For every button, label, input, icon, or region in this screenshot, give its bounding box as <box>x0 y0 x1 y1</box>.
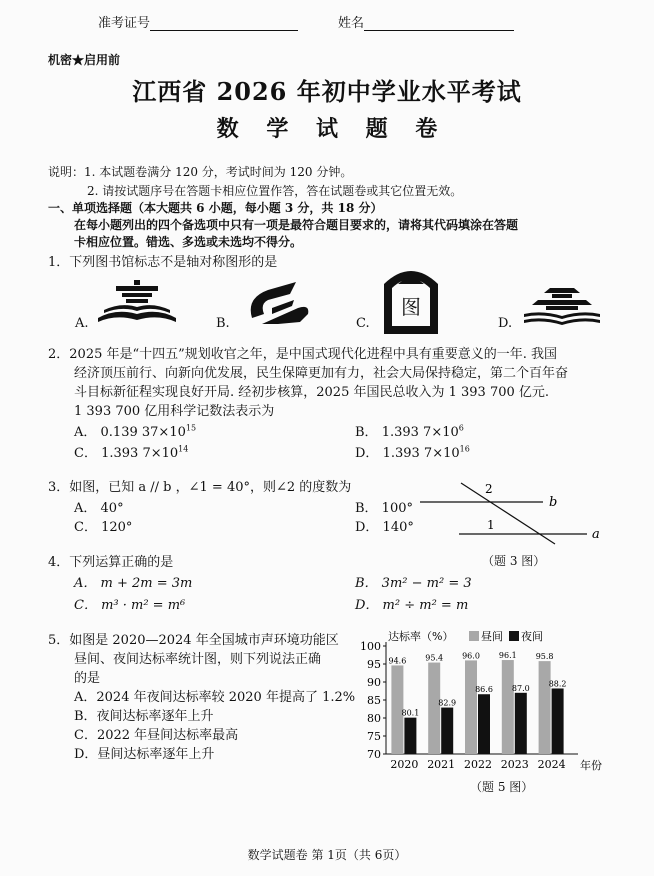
library-logo-b <box>238 278 316 328</box>
q2-c-label: C． <box>74 446 97 461</box>
q2-d-base: 1.393 7×10 <box>382 446 460 461</box>
q5-caption: （题 5 图） <box>470 780 534 794</box>
q4-option-c: C． m³ · m² = m⁶ <box>74 598 186 613</box>
q3-option-d: D． 140° <box>355 520 414 535</box>
name-blank <box>364 16 514 31</box>
q2-b-base: 1.393 7×10 <box>381 425 459 440</box>
bar-day <box>428 663 440 754</box>
q2-line-2: 经济顶压前行、向新向优发展，民生保障更加有力，社会大局保持稳定，第二个百年奋 <box>74 366 569 381</box>
y-tick-label: 70 <box>367 748 381 761</box>
bar-night <box>478 694 490 754</box>
bar-night <box>404 718 416 754</box>
q5-bar-chart <box>352 626 612 784</box>
angle-1-label: 1 <box>487 518 495 532</box>
q3-option-a: A． 40° <box>74 501 124 516</box>
q5-line-2: 昼间、夜间达标率统计图，则下列说法正确 <box>74 652 322 667</box>
x-tick-label: 2021 <box>427 758 456 771</box>
bar-day <box>502 660 514 754</box>
library-logo-c-char: 图 <box>401 295 421 319</box>
q2-option-b <box>355 421 464 440</box>
library-logo-d <box>522 284 602 328</box>
q2-option-a <box>74 421 196 440</box>
data-label: 82.9 <box>438 698 457 708</box>
q2-c-exp: 14 <box>178 444 189 454</box>
line-a-label: a <box>592 527 600 542</box>
data-label: 96.1 <box>498 651 517 661</box>
q3-caption: （题 3 图） <box>482 554 546 568</box>
q2-d-exp: 16 <box>459 444 470 454</box>
q5-line-3: 的是 <box>74 671 101 686</box>
angle-2-label: 2 <box>485 482 493 496</box>
bar-night <box>441 708 453 754</box>
q4-option-b: B． 3m² − m² = 3 <box>355 576 472 591</box>
legend-label-night: 夜间 <box>521 630 543 643</box>
q1-options <box>48 264 618 336</box>
q2-line-3: 斗目标新征程实现良好开局. 经初步核算，2025 年国民总收入为 1 393 700 亿元. <box>74 385 550 400</box>
x-tick-label: 2024 <box>537 758 566 771</box>
q1-label-d: D. <box>498 316 513 331</box>
bar-day <box>539 661 551 754</box>
x-tick-label: 2023 <box>500 758 529 771</box>
data-label: 88.2 <box>548 679 567 689</box>
q1-stem: 1．下列图书馆标志不是轴对称图形的是 <box>48 255 278 270</box>
y-tick-label: 95 <box>367 658 381 671</box>
q4-option-d: D． m² ÷ m² = m <box>355 598 469 613</box>
q5-option-a: A．2024 年夜间达标率较 2020 年提高了 1.2% <box>74 690 356 705</box>
q2-a-label: A． <box>74 425 97 440</box>
q3-figure <box>415 478 605 548</box>
chart-x-label: 年份 <box>580 759 602 772</box>
library-logo-c <box>378 264 444 336</box>
page-footer: 数学试题卷 第 1页（共 6页） <box>247 848 407 862</box>
q2-a-exp: 15 <box>185 423 197 433</box>
legend-label-day: 昼间 <box>481 630 503 643</box>
q3-option-b: B． 100° <box>355 501 413 516</box>
q5-option-d: D．昼间达标率逐年上升 <box>74 747 215 762</box>
name-label: 姓名 <box>338 16 365 31</box>
data-label: 95.8 <box>535 652 554 662</box>
q5-option-b: B．夜间达标率逐年上升 <box>74 709 214 724</box>
q2-line-1: 2．2025 年是“十四五”规划收官之年，是中国式现代化进程中具有重要意义的一年. 我国 <box>48 347 558 362</box>
data-label: 87.0 <box>511 683 530 693</box>
section-instruction-2: 卡相应位置。错选、多选或未选均不得分。 <box>74 235 303 249</box>
section-instruction-1: 在每小题列出的四个备选项中只有一项是最符合题目要求的，请将其代码填涂在答题 <box>74 218 519 232</box>
y-tick-label: 85 <box>367 694 381 707</box>
bar-night <box>515 693 527 754</box>
q2-line-4: 1 393 700 亿用科学记数法表示为 <box>74 404 275 419</box>
exam-title: 江西省 2026 年初中学业水平考试 <box>132 77 522 106</box>
confidential-mark: 机密★启用前 <box>48 53 121 67</box>
x-tick-label: 2020 <box>390 758 419 771</box>
line-b-label: b <box>549 495 558 510</box>
name-field <box>338 12 514 31</box>
note-2: 2. 请按试题序号在答题卡相应位置作答，答在试题卷或其它位置无效。 <box>87 184 463 198</box>
q2-option-d <box>355 442 470 461</box>
q2-b-label: B． <box>355 425 378 440</box>
q4-stem: 4．下列运算正确的是 <box>48 555 174 570</box>
exam-id-blank <box>150 16 298 31</box>
q3-option-c: C． 120° <box>74 520 133 535</box>
data-label: 94.6 <box>388 656 407 666</box>
q5-line-1: 5．如图是 2020—2024 年全国城市声环境功能区 <box>48 633 339 648</box>
q5-option-c: C．2022 年昼间达标率最高 <box>74 728 239 743</box>
section-heading: 一、单项选择题（本大题共 6 小题，每小题 3 分，共 18 分） <box>48 201 383 215</box>
exam-id-field <box>98 12 298 31</box>
chart-y-label: 达标率（%） <box>388 630 454 643</box>
x-tick-label: 2022 <box>464 758 492 771</box>
y-tick-label: 75 <box>367 730 381 743</box>
q1-label-a: A. <box>75 316 89 331</box>
exam-subtitle: 数 学 试 题 卷 <box>216 116 448 142</box>
legend-swatch-night <box>509 631 519 641</box>
note-1: 说明：1. 本试题卷满分 120 分，考试时间为 120 分钟。 <box>48 165 353 179</box>
transversal <box>461 483 558 544</box>
bar-day <box>465 660 477 754</box>
q4-option-a: A． m + 2m = 3m <box>74 576 193 591</box>
data-label: 80.1 <box>401 708 420 718</box>
q1-label-c: C. <box>356 316 370 331</box>
q2-option-c <box>74 442 188 461</box>
y-tick-label: 100 <box>360 640 381 653</box>
library-logo-a <box>96 278 178 326</box>
y-tick-label: 90 <box>367 676 381 689</box>
bar-night <box>552 688 564 754</box>
q1-label-b: B. <box>216 316 230 331</box>
q3-stem: 3．如图，已知 a // b ，∠1 = 40°，则∠2 的度数为 <box>48 480 352 495</box>
q2-d-label: D． <box>355 446 379 461</box>
y-tick-label: 80 <box>367 712 381 725</box>
data-label: 95.4 <box>425 653 444 663</box>
data-label: 96.0 <box>462 651 480 661</box>
exam-id-label: 准考证号 <box>98 16 151 31</box>
data-label: 86.6 <box>475 685 493 695</box>
q2-c-base: 1.393 7×10 <box>101 446 179 461</box>
q2-b-exp: 6 <box>458 423 464 433</box>
q2-a-base: 0.139 37×10 <box>100 425 186 440</box>
legend-swatch-day <box>469 631 479 641</box>
